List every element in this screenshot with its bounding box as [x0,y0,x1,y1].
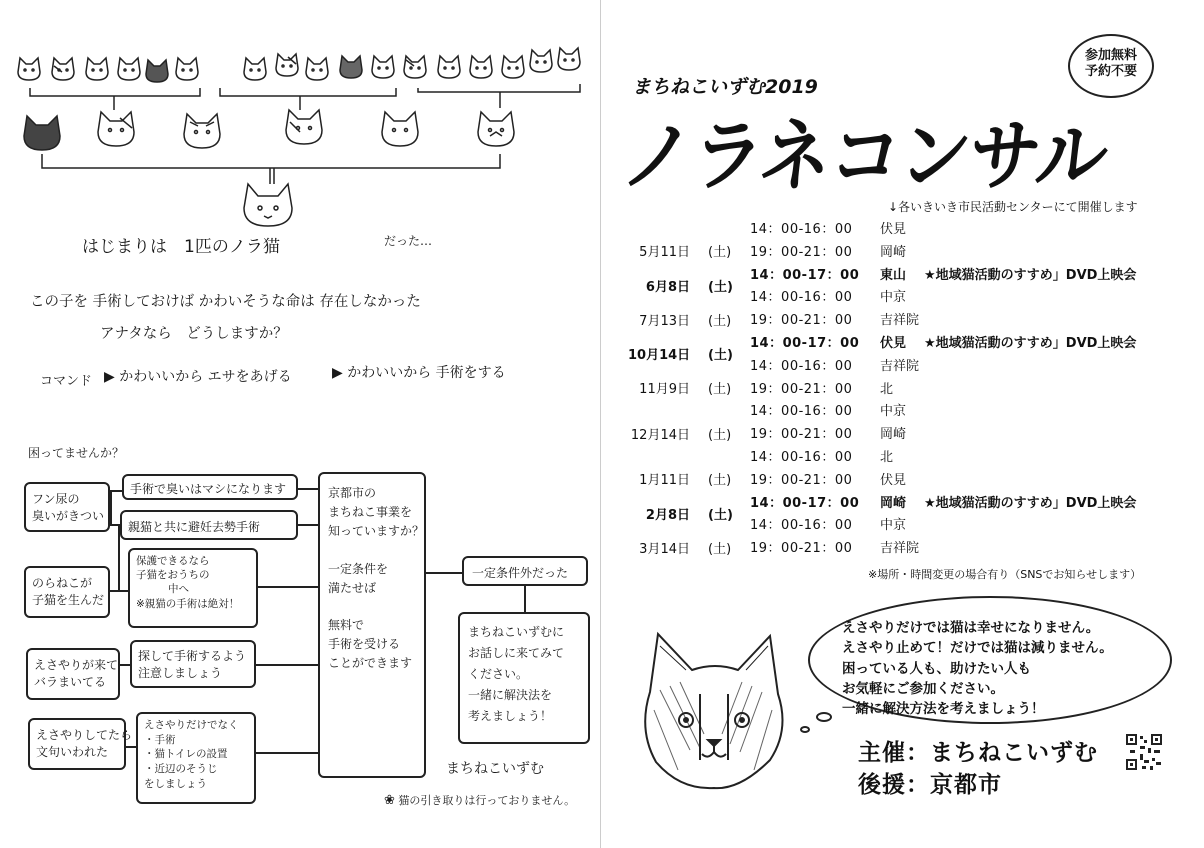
schedule-date: 7月13日 [639,313,690,329]
signature: まちねこいずむ [446,761,544,777]
advice-line: 親猫と共に避妊去勢手術 [128,520,261,534]
advice-box-scattering [130,640,256,688]
schedule-time: 14：00-17：00 [750,267,860,283]
schedule-time: 19：00-21：00 [750,541,853,557]
schedule-place: 北 [880,381,894,397]
center-line: 手術を受ける [328,637,401,652]
connector [426,572,462,574]
footnote [384,792,575,808]
free-badge [1068,34,1154,98]
venue-note: ↓各いきいき市民活動センターにて開催します [888,200,1138,214]
connector [298,488,318,490]
city-program-box [318,472,426,778]
advice-box-kittens [128,548,258,628]
schedule-event: ★地域猫活動のすすめ」DVD上映会 [924,267,1137,283]
question-line-1: この子を 手術しておけば かわいそうな命は 存在しなかった [30,294,421,310]
big-cat-illustration [630,630,800,790]
schedule-place: 伏見 [880,472,907,488]
schedule-time: 19：00-21：00 [750,313,853,329]
schedule-date: 3月14日 [639,541,690,557]
schedule-date: 11月9日 [639,382,690,398]
advice-box-smell [122,474,298,500]
center-line: 一定条件を [328,561,389,576]
schedule-place: 中京 [880,518,907,534]
problem-box-smell [24,482,110,532]
schedule-date: 12月14日 [630,427,690,443]
consult-line: 一緒に解決法を [468,688,553,702]
schedule-day: (土) [708,245,732,261]
problem-line: 子猫を生んだ [32,593,105,607]
schedule-place: 中京 [880,404,907,420]
thought-dot [800,726,810,733]
problem-line: 臭いがきつい [32,509,105,523]
schedule-place: 吉祥院 [880,358,920,374]
advice-line: 探して手術するよう [138,649,247,663]
organizer: 主催：まちねこいずむ [858,740,1098,766]
schedule-time: 14：00-16：00 [750,404,853,420]
command-option-feed: ▶ かわいいから エサをあげる [104,369,292,385]
schedule-place: 吉祥院 [880,313,920,329]
connector [256,752,318,754]
schedule-note: ※場所・時間変更の場合有り（SNSでお知らせします） [868,568,1142,581]
center-line: 京都市の [328,486,377,500]
problem-line: のらねこが [32,576,93,590]
schedule-time: 19：00-21：00 [750,427,853,443]
schedule-day: (土) [708,507,733,523]
question-line-2: アナタなら どうしますか？ [100,326,288,342]
advice-box-complaints [136,712,256,804]
thought-dot [816,712,832,722]
free-badge-line2: 予約不要 [1084,63,1137,79]
schedule-place: 岡崎 [880,495,907,511]
parent-cat-row [24,110,514,150]
schedule-date: 10月14日 [628,348,691,363]
consult-box [458,612,590,744]
schedule-place: 岡崎 [880,427,907,443]
message-line: えさやりだけでは猫は幸せになりません。 [842,620,1100,636]
schedule-time: 19：00-21：00 [750,472,853,488]
connector [126,746,136,748]
center-line: まちねこ事業を [328,505,413,520]
problem-box-kittens [24,566,110,618]
schedule-day: (土) [708,348,733,363]
command-option-surgery: ▶ かわいいから 手術をする [332,365,506,381]
schedule-day: (土) [708,427,732,443]
intro-text: はじまりは 1匹のノラ猫 [82,237,280,257]
center-line: ことができます [328,656,413,671]
schedule-day: (土) [708,473,732,489]
schedule-place: 中京 [880,290,907,306]
advice-line: 手術で臭いはマシになります [130,482,287,496]
schedule-time: 14：00-17：00 [750,336,860,351]
intro-tail: だった… [384,234,433,248]
free-badge-line1: 参加無料 [1084,48,1137,63]
schedule-place: 伏見 [880,336,907,351]
schedule-time: 14：00-16：00 [750,358,853,374]
schedule-time: 14：00-16：00 [750,450,853,465]
footnote-text: 猫の引き取りは行っておりません。 [398,794,576,807]
consult-line: ください。 [468,667,529,681]
connector [298,524,318,526]
command-option-surgery-label: かわいいから 手術をする [347,365,506,381]
schedule-place: 北 [880,450,894,465]
command-option-feed-label: かわいいから エサをあげる [119,369,292,385]
schedule-day: (土) [708,382,732,398]
advice-line: 中へ [168,583,189,596]
message-text [842,618,1113,719]
origin-cat [244,184,292,226]
connector [110,590,128,592]
connector [256,664,318,666]
schedule-day: (土) [708,313,732,329]
supporter: 後援：京都市 [858,772,1002,798]
schedule-time: 19：00-21：00 [750,381,853,397]
schedule-event: ★地域猫活動のすすめ」DVD上映会 [924,336,1137,351]
advice-line: をしましょう [144,777,207,790]
schedule-time: 14：00-16：00 [750,290,853,306]
schedule-date: 5月11日 [639,245,690,261]
connector [120,664,130,666]
advice-line: 保護できるなら [136,555,210,567]
schedule-date: 2月8日 [645,507,690,523]
advice-line: えさやりだけでなく [144,719,239,731]
advice-line: 子猫をおうちの [136,569,210,582]
subtitle: まちねこいずむ2019 [632,76,818,98]
schedule-time: 14：00-16：00 [750,222,853,237]
schedule-day: (土) [708,541,732,557]
qr-code[interactable] [1124,732,1164,772]
schedule-time: 19：00-21：00 [750,244,853,260]
connector [110,490,112,526]
connector [118,524,120,590]
schedule-place: 吉祥院 [880,541,920,557]
cat-family-tree [0,0,600,240]
main-title: ノラネコンサル [617,112,1110,202]
problem-line: えさやりしてたら [36,728,133,742]
schedule-day: (土) [708,279,733,295]
schedule-date: 6月8日 [645,279,690,295]
problem-line: えさやりが来て [34,658,119,672]
advice-line: ・近辺のそうじ [144,763,218,776]
connector [524,586,526,612]
consult-line: まちねこいずむに [468,625,565,639]
advice-box-surgery [120,510,298,540]
center-line: 満たせば [328,580,377,595]
page-fold [600,0,601,848]
advice-line: ※親猫の手術は絶対！ [136,597,240,610]
schedule-date: 1月11日 [639,473,690,489]
message-line: 困っている人も、助けたい人も [842,660,1031,677]
paw-icon: ❀ [384,793,395,808]
trouble-heading: 困ってませんか？ [28,446,125,460]
exception-box: 一定条件外だった [462,556,588,586]
schedule-place: 東山 [880,267,907,283]
consult-line: 考えましょう！ [468,709,553,723]
problem-line: バラまいてる [34,675,107,689]
problem-box-scattering [26,648,120,700]
schedule-place: 伏見 [880,222,907,237]
advice-line: ・猫トイレの設置 [144,748,228,761]
kitten-row [18,48,580,82]
problem-line: フン尿の [32,492,80,506]
message-line: 一緒に解決方法を考えましょう！ [842,701,1045,717]
advice-line: ・手術 [144,733,176,746]
schedule-event: ★地域猫活動のすすめ」DVD上映会 [924,495,1137,511]
consult-line: お話しに来てみて [468,646,565,660]
center-line: 知っていますか？ [328,524,425,539]
command-label: コマンド [40,374,93,389]
problem-box-complaints [28,718,133,770]
message-line: お気軽にご参加ください。 [842,680,1004,697]
center-line: 無料で [328,617,365,632]
schedule-time: 14：00-16：00 [750,518,853,534]
schedule-place: 岡崎 [880,244,907,260]
connector [258,586,318,588]
advice-line: 注意しましょう [138,666,223,680]
schedule-time: 14：00-17：00 [750,495,860,511]
message-line: えさやり止めて！だけでは猫は減りません。 [842,640,1113,657]
problem-line: 文句いわれた [36,745,109,759]
